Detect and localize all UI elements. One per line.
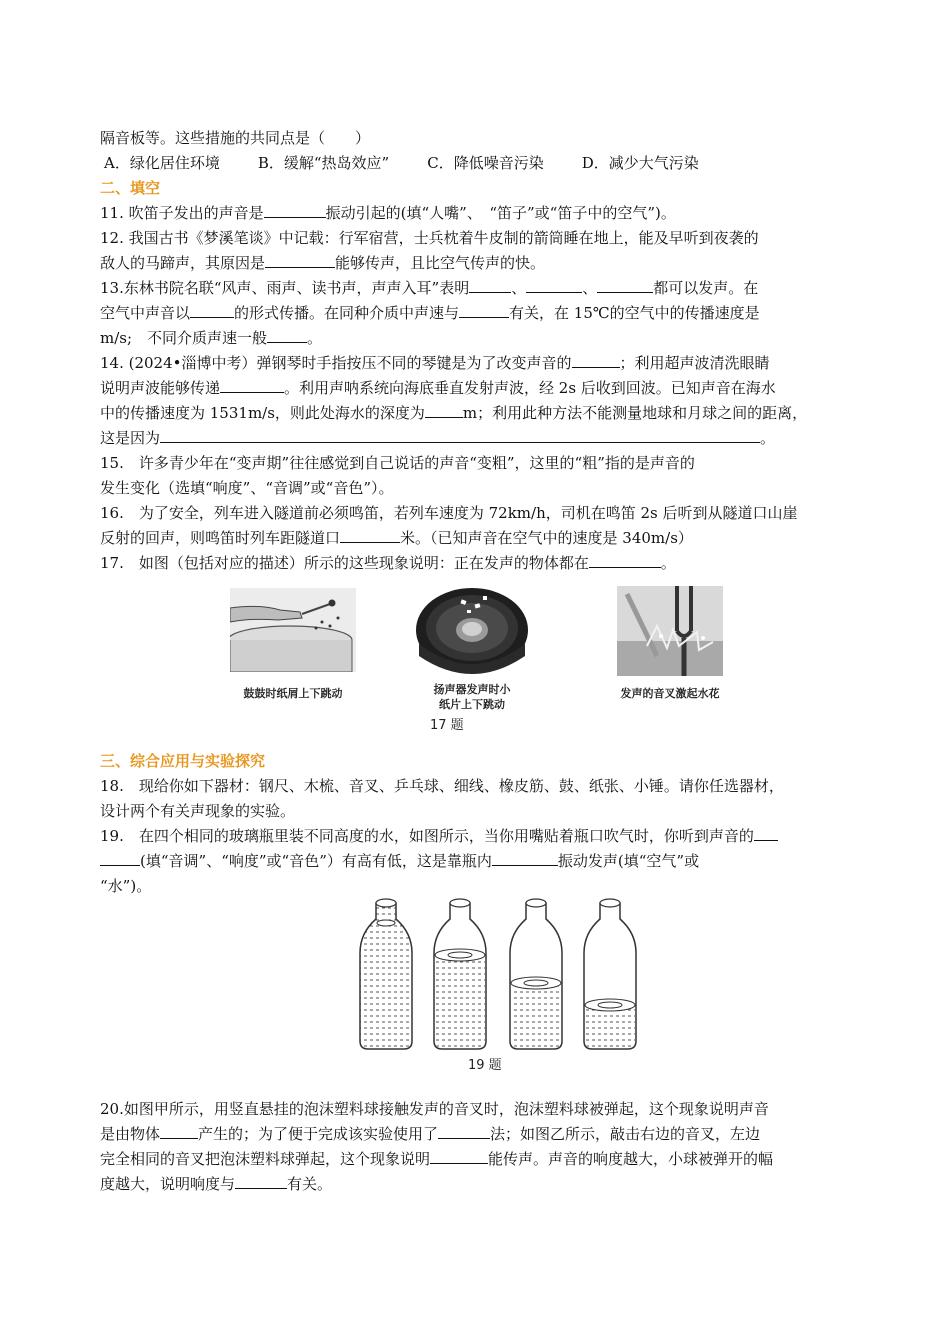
answer-blank[interactable]: [264, 201, 326, 218]
question-19-line2: (填“音调”、“响度”或“音色”）有高有低，这是靠瓶内 振动发声(填“空气”或: [100, 849, 860, 874]
question-16-line1: 16. 为了安全，列车进入隧道前必须鸣笛，若列车速度为 72km/h，司机在鸣笛 2s 后听到从隧道口山崖: [100, 504, 798, 522]
question-16-line2: 反射的回声，则鸣笛时列车距隧道口 米。（已知声音在空气中的速度是 340m/s）: [100, 526, 860, 551]
question-20-line4: 度越大，说明响度与 有关。: [100, 1172, 860, 1197]
figure-17-caption-2: 扬声器发声时小 纸片上下跳动: [433, 683, 511, 711]
four-bottles-image: [352, 893, 642, 1053]
question-18-line1: 18. 现给你如下器材：钢尺、木梳、音叉、乒乓球、细线、橡皮筋、鼓、纸张、小锤。请你任选器材，: [100, 777, 784, 795]
answer-blank[interactable]: [597, 276, 653, 293]
q10-option-a: A．绿化居住环境: [104, 154, 220, 172]
answer-blank[interactable]: [235, 1172, 287, 1189]
figure-17-caption-3: 发声的音叉激起水花: [620, 687, 720, 700]
section-heading-experiment: 三、综合应用与实验探究: [100, 752, 266, 770]
question-14-line4: 这是因为 。: [100, 426, 860, 451]
question-11: 11. 吹笛子发出的声音是 振动引起的(填“人嘴”、 “笛子”或“笛子中的空气”)。: [100, 201, 860, 226]
drum-paper-image: [230, 588, 356, 672]
question-13-line3: m/s; 不同介质声速一般 。: [100, 326, 860, 351]
answer-blank[interactable]: [526, 276, 582, 293]
speaker-image: [415, 584, 529, 676]
question-20-line2: 是由物体 产生的；为了便于完成该实验使用了 法；如图乙所示，敲击右边的音叉，左边: [100, 1122, 860, 1147]
q10-tail: 隔音板等。这些措施的共同点是（ ）: [100, 129, 371, 147]
question-15-line1: 15. 许多青少年在“变声期”往往感觉到自己说话的声音“变粗”，这里的“粗”指的是声音的: [100, 454, 695, 472]
answer-blank[interactable]: [265, 251, 335, 268]
figure-17-caption-1: 鼓鼓时纸屑上下跳动: [243, 687, 343, 700]
answer-blank[interactable]: [425, 401, 463, 418]
answer-blank[interactable]: [160, 1122, 198, 1139]
figure-17-title: 17 题: [430, 718, 464, 733]
question-19-line1: 19. 在四个相同的玻璃瓶里装不同高度的水，如图所示，当你用嘴贴着瓶口吹气时，你听到声音的: [100, 824, 860, 849]
bottle-2: [434, 899, 486, 1049]
answer-blank[interactable]: [430, 1147, 488, 1164]
question-17: 17. 如图（包括对应的描述）所示的这些现象说明：正在发声的物体都在 。: [100, 551, 860, 576]
section-heading-fill-in: 二、填空: [100, 179, 161, 197]
tuning-fork-water-image: [617, 586, 723, 676]
question-18-line2: 设计两个有关声现象的实验。: [100, 802, 296, 820]
question-14-line2: 说明声波能够传递 。利用声呐系统向海底垂直发射声波，经 2s 后收到回波。已知声音在海水: [100, 376, 860, 401]
q10-option-c: C．降低噪音污染: [427, 154, 544, 172]
answer-blank[interactable]: [190, 301, 234, 318]
answer-blank[interactable]: [438, 1122, 490, 1139]
question-14-line3: 中的传播速度为 1531m/s，则此处海水的深度为 m；利用此种方法不能测量地球和月球之间的距离，: [100, 401, 860, 426]
q10-option-b: B．缓解“热岛效应”: [257, 154, 390, 172]
question-15-line2: 发生变化（选填“响度”、“音调”或“音色”）。: [100, 479, 394, 497]
question-12-line1: 12. 我国古书《梦溪笔谈》中记载：行军宿营，士兵枕着牛皮制的箭筒睡在地上，能及早听到夜袭的: [100, 229, 759, 247]
question-20-line1: 20.如图甲所示，用竖直悬挂的泡沫塑料球接触发声的音叉时，泡沫塑料球被弹起，这个现象说明声音: [100, 1100, 769, 1118]
answer-blank[interactable]: [459, 301, 509, 318]
figure-19-title: 19 题: [468, 1058, 502, 1073]
answer-blank[interactable]: [100, 849, 140, 866]
bottle-1: [360, 899, 412, 1049]
answer-blank[interactable]: [340, 526, 400, 543]
bottle-4: [584, 899, 636, 1049]
question-19-line3: “水”)。: [100, 877, 152, 895]
question-13-line2: 空气中声音以 的形式传播。在同种介质中声速与 有关，在 15℃的空气中的传播速度是: [100, 301, 860, 326]
answer-blank[interactable]: [589, 551, 661, 568]
answer-blank[interactable]: [572, 351, 620, 368]
answer-blank[interactable]: [754, 824, 778, 841]
q10-option-d: D．减少大气污染: [581, 154, 699, 172]
q10-options: [104, 151, 864, 176]
question-14-line1: 14. (2024•淄博中考）弹钢琴时手指按压不同的琴键是为了改变声音的 ；利用超声波清洗眼睛: [100, 351, 860, 376]
answer-blank[interactable]: [469, 276, 511, 293]
answer-blank[interactable]: [267, 326, 307, 343]
answer-blank[interactable]: [220, 376, 284, 393]
answer-blank[interactable]: [492, 849, 558, 866]
question-13-line1: 13.东林书院名联“风声、雨声、读书声，声声入耳”表明 、 、 都可以发声。在: [100, 276, 860, 301]
answer-blank[interactable]: [160, 426, 760, 443]
question-20-line3: 完全相同的音叉把泡沫塑料球弹起，这个现象说明 能传声。声音的响度越大，小球被弹开的幅: [100, 1147, 860, 1172]
question-12-line2: 敌人的马蹄声，其原因是 能够传声，且比空气传声的快。: [100, 251, 860, 276]
bottle-3: [510, 899, 562, 1049]
